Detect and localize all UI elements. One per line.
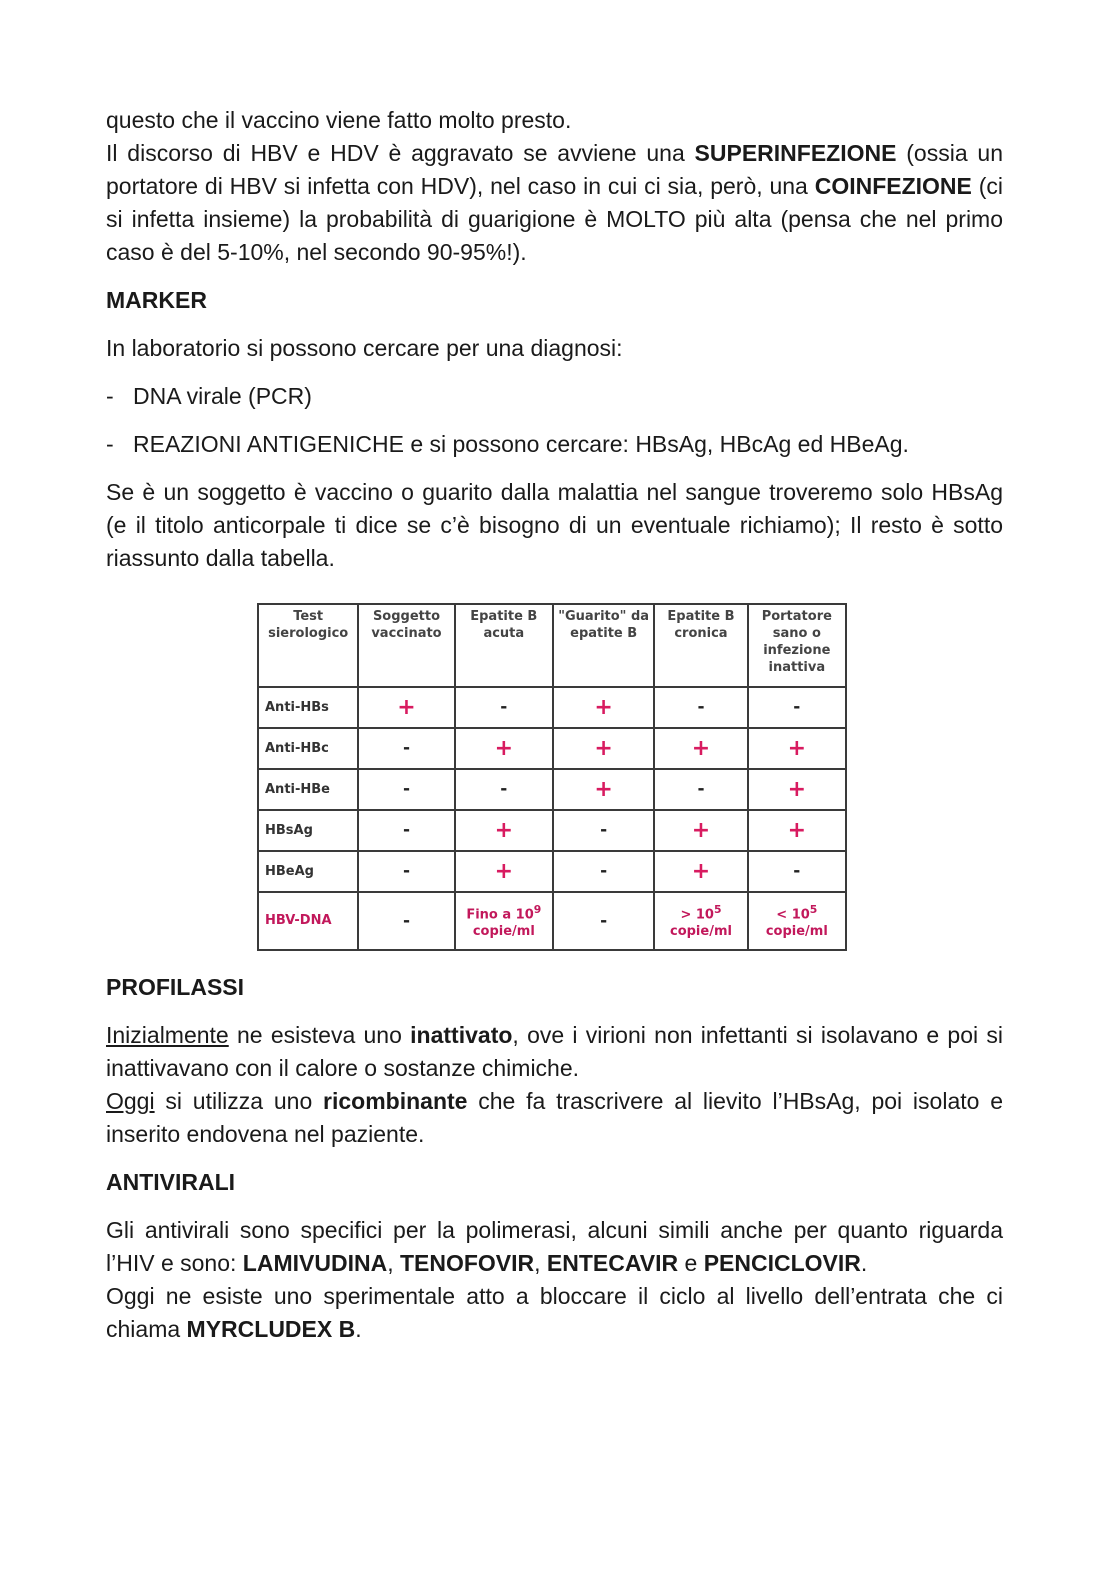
table-header-cell: Epatite B cronica [654, 604, 747, 687]
table-cell: + [553, 687, 654, 728]
bullet-dash: - [106, 383, 114, 409]
list-item: - REAZIONI ANTIGENICHE e si possono cercare: HBsAg, HBcAg ed HBeAg. [106, 428, 1003, 461]
table-row [258, 769, 846, 810]
table-cell: + [654, 728, 747, 769]
table-row [258, 892, 846, 950]
row-label: HBsAg [258, 810, 358, 851]
table-header-cell: Soggetto vaccinato [358, 604, 454, 687]
table-header-cell: Portatore sano o infezione inattiva [748, 604, 846, 687]
table-row [258, 810, 846, 851]
table-header-row [258, 604, 846, 687]
table-cell: + [748, 728, 846, 769]
row-label: Anti-HBe [258, 769, 358, 810]
table-cell: + [358, 687, 454, 728]
profilassi-paragraph-2: Oggi si utilizza uno ricombinante che fa trascrivere al lievito l’HBsAg, poi isolato e inserito endovena nel paziente. [106, 1088, 1003, 1147]
table-cell: - [553, 810, 654, 851]
table-cell: + [553, 769, 654, 810]
table-cell: - [358, 851, 454, 892]
table-cell: + [654, 851, 747, 892]
marker-heading: MARKER [106, 287, 207, 313]
table-cell: - [748, 687, 846, 728]
table-cell: - [455, 769, 553, 810]
antivirali-heading: ANTIVIRALI [106, 1169, 236, 1195]
table-cell: + [455, 851, 553, 892]
table-cell: - [358, 892, 454, 950]
table-header-cell: Test sierologico [258, 604, 358, 687]
table-cell: + [455, 810, 553, 851]
table-cell: + [553, 728, 654, 769]
table-cell: - [654, 769, 747, 810]
table-cell: Fino a $10^9$ copie/ml [455, 892, 553, 950]
intro-line: questo che il vaccino viene fatto molto presto. [106, 107, 572, 133]
table-cell: > $10^5$ copie/ml [654, 892, 747, 950]
row-label: Anti-HBc [258, 728, 358, 769]
antivirali-paragraph-1: Gli antivirali sono specifici per la polimerasi, alcuni simili anche per quanto riguarda l’HIV e sono: LAMIVUDINA, TENOFOVIR, ENTECAVIR e PENCICLOVIR. [106, 1217, 1003, 1276]
bullet-dash: - [106, 431, 114, 457]
row-label: HBeAg [258, 851, 358, 892]
table-cell: - [358, 728, 454, 769]
serology-table [257, 603, 847, 951]
table-cell: - [455, 687, 553, 728]
table-cell: - [654, 687, 747, 728]
document-page [106, 104, 1003, 1346]
superinfezione-paragraph: Il discorso di HBV e HDV è aggravato se avviene una SUPERINFEZIONE (ossia un portatore di HBV si infetta con HDV), nel caso in cui ci sia, però, una COINFEZIONE (ci si infetta insieme) la probabilità di guarigione è MOLTO più alta (pensa che nel primo caso è del 5-10%, nel secondo 90-95%!). [106, 140, 1004, 265]
table-cell: - [358, 769, 454, 810]
table-cell: + [455, 728, 553, 769]
table-row [258, 687, 846, 728]
table-cell: < $10^5$ copie/ml [748, 892, 846, 950]
profilassi-heading: PROFILASSI [106, 974, 245, 1000]
marker-paragraph: Se è un soggetto è vaccino o guarito dalla malattia nel sangue troveremo solo HBsAg (e il titolo anticorpale ti dice se c’è bisogno di un eventuale richiamo); Il resto è sotto riassunto dalla tabella. [106, 479, 1003, 571]
table-cell: - [553, 892, 654, 950]
table-cell: + [654, 810, 747, 851]
table-cell: + [748, 769, 846, 810]
list-item: - DNA virale (PCR) [106, 380, 1003, 413]
table-cell: - [358, 810, 454, 851]
table-row [258, 851, 846, 892]
profilassi-paragraph-1: Inizialmente ne esisteva uno inattivato, ove i virioni non infettanti si isolavano e poi si inattivavano con il calore o sostanze chimiche. [106, 1022, 1003, 1081]
row-label: HBV-DNA [258, 892, 358, 950]
marker-intro: In laboratorio si possono cercare per una diagnosi: [106, 335, 623, 361]
serology-table-wrap [257, 603, 847, 951]
table-cell: - [748, 851, 846, 892]
table-header-cell: Epatite B acuta [455, 604, 553, 687]
table-header-cell: "Guarito" da epatite B [553, 604, 654, 687]
antivirali-paragraph-2: Oggi ne esiste uno sperimentale atto a bloccare il ciclo al livello dell’entrata che ci chiama MYRCLUDEX B. [106, 1283, 1003, 1342]
table-cell: + [748, 810, 846, 851]
row-label: Anti-HBs [258, 687, 358, 728]
table-row [258, 728, 846, 769]
table-cell: - [553, 851, 654, 892]
